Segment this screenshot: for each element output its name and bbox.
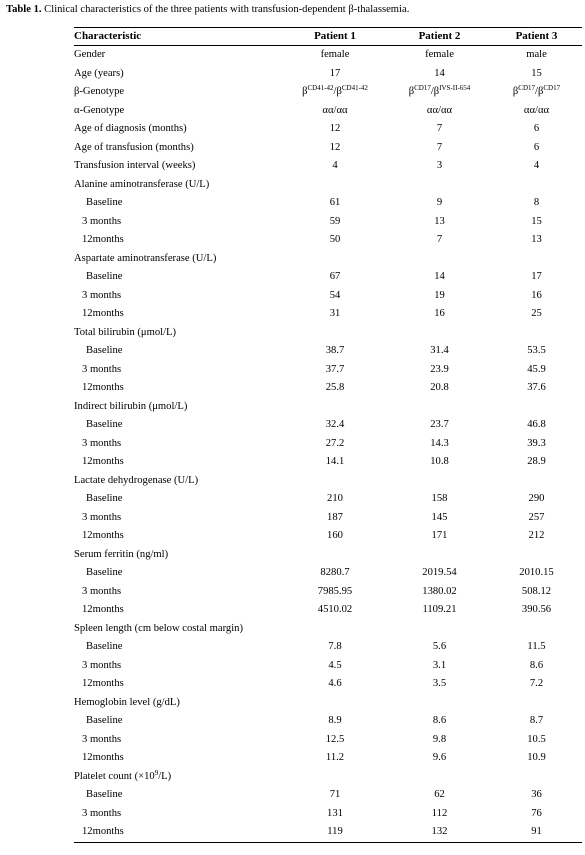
cell-patient-3: 8.6	[529, 659, 544, 671]
table-row	[74, 805, 582, 824]
group-header-row	[74, 250, 582, 269]
table-row	[74, 490, 582, 509]
cell-patient-3: 46.8	[527, 419, 546, 430]
row-label: 3 months	[82, 807, 122, 819]
group-label: Serum ferritin (ng/ml)	[74, 548, 169, 560]
table-row	[74, 527, 582, 546]
cell-patient-3: 257	[528, 511, 545, 523]
cell-patient-1: 32.4	[325, 419, 345, 430]
cell-patient-1: 7.8	[328, 641, 342, 652]
cell-patient-2: 158	[431, 493, 448, 504]
table-row	[74, 342, 582, 361]
table-row	[74, 416, 582, 435]
cell-patient-1: 17	[329, 67, 341, 79]
cell-patient-1: 12	[329, 123, 341, 134]
caption-label: Table 1.	[6, 4, 42, 15]
cell-patient-2: female	[425, 49, 454, 60]
header-patient-2: Patient 2	[388, 28, 491, 46]
cell-patient-2: 9	[436, 197, 443, 208]
cell-patient-3: 6	[533, 141, 540, 153]
group-header-row	[74, 398, 582, 417]
table-row	[74, 675, 582, 694]
cell-patient-1: 27.2	[325, 437, 345, 449]
header-patient-3: Patient 3	[491, 28, 582, 46]
header-characteristic: Characteristic	[74, 28, 282, 46]
cell-patient-1: 210	[327, 493, 343, 504]
table-row	[74, 379, 582, 398]
cell-patient-2: 145	[431, 511, 448, 523]
cell-patient-2: 3	[436, 160, 443, 171]
cell-patient-2: 14	[434, 67, 445, 79]
cell-patient-2: $\beta^{CD17}/\beta^{IVS-II-654}$	[408, 84, 471, 97]
cell-patient-2: αα/αα	[426, 104, 453, 116]
clinical-table-container	[74, 27, 582, 843]
row-label: Baseline	[86, 419, 123, 430]
table-row	[74, 65, 582, 84]
cell-patient-2: 171	[431, 530, 448, 541]
table-row	[74, 583, 582, 602]
row-label: Transfusion interval (weeks)	[74, 160, 196, 171]
cell-patient-3: 39.3	[527, 437, 546, 449]
cell-patient-2: 7	[436, 234, 443, 245]
table-row	[74, 268, 582, 287]
cell-patient-2: 23.7	[430, 419, 449, 430]
group-label: Aspartate aminotransferase (U/L)	[74, 252, 217, 264]
row-label: 12months	[82, 234, 124, 245]
cell-patient-1: 7985.95	[317, 585, 353, 597]
cell-patient-3: 37.6	[527, 382, 546, 393]
cell-patient-3: 4	[533, 160, 540, 171]
header-patient-1: Patient 1	[282, 28, 388, 46]
cell-patient-1: 71	[329, 789, 341, 800]
cell-patient-1: 50	[329, 234, 341, 245]
group-header-row	[74, 472, 582, 491]
group-header-row	[74, 620, 582, 639]
table-row	[74, 213, 582, 232]
cell-patient-2: 1109.21	[422, 604, 457, 615]
table-row	[74, 287, 582, 306]
row-label: 3 months	[82, 289, 122, 301]
table-row	[74, 305, 582, 324]
cell-patient-1: 4	[332, 160, 338, 171]
group-header-row	[74, 768, 582, 787]
cell-patient-2: 9.6	[432, 752, 447, 763]
cell-patient-3: 53.5	[527, 345, 546, 356]
cell-patient-3: 45.9	[527, 363, 546, 375]
cell-patient-1: female	[320, 49, 350, 60]
table-row	[74, 231, 582, 250]
cell-patient-2: 31.4	[430, 345, 449, 356]
cell-patient-1: 54	[329, 289, 341, 301]
row-label: 3 months	[82, 659, 122, 671]
group-label: Lactate dehydrogenase (U/L)	[74, 474, 199, 486]
cell-patient-1: 8.9	[328, 715, 342, 726]
row-label: Baseline	[86, 715, 123, 726]
row-label: 3 months	[82, 437, 122, 449]
group-header-row	[74, 546, 582, 565]
cell-patient-2: 16	[434, 308, 445, 319]
row-label: Age of transfusion (months)	[74, 141, 194, 153]
cell-patient-1: 14.1	[325, 456, 345, 467]
cell-patient-3: 15	[531, 67, 542, 79]
cell-patient-1: 12.5	[325, 733, 345, 745]
cell-patient-1: 61	[329, 197, 341, 208]
cell-patient-1: 59	[329, 215, 341, 227]
table-row	[74, 157, 582, 176]
group-label: Hemoglobin level (g/dL)	[74, 696, 180, 708]
group-header-row	[74, 694, 582, 713]
cell-patient-2: 112	[431, 807, 448, 819]
table-row	[74, 823, 582, 842]
cell-patient-1: 119	[282, 823, 388, 842]
group-label: Alanine aminotransferase (U/L)	[74, 178, 210, 190]
table-row	[74, 361, 582, 380]
row-label: 3 months	[82, 363, 122, 375]
row-label: 12months	[82, 530, 124, 541]
cell-patient-3: 7.2	[529, 678, 544, 689]
cell-patient-3: 36	[531, 789, 542, 800]
table-caption	[6, 3, 409, 17]
cell-patient-2: 3.5	[432, 678, 447, 689]
row-label: Baseline	[86, 567, 123, 578]
cell-patient-1: 8280.7	[320, 567, 350, 578]
cell-patient-3: αα/αα	[523, 104, 550, 116]
cell-patient-2: 23.9	[430, 363, 449, 375]
row-label: 12months	[82, 678, 124, 689]
cell-patient-3: 15	[531, 215, 542, 227]
cell-patient-2: 14.3	[430, 437, 449, 449]
row-label: 12months	[82, 308, 124, 319]
group-label: Platelet count $(\times 10^9/L)$	[74, 768, 172, 782]
cell-patient-2: 19	[434, 289, 445, 301]
cell-patient-3: 8.7	[529, 715, 544, 726]
table-row	[74, 83, 582, 102]
row-label: 12months	[82, 456, 124, 467]
row-label: Age (years)	[74, 67, 124, 79]
cell-patient-2: 13	[434, 215, 445, 227]
clinical-characteristics-table	[74, 27, 582, 843]
row-label: Gender	[74, 49, 106, 60]
cell-patient-3: 8	[533, 197, 540, 208]
table-row	[74, 453, 582, 472]
row-label: Baseline	[86, 345, 123, 356]
cell-patient-2: 14	[434, 271, 445, 282]
cell-patient-2: 7	[436, 123, 443, 134]
row-label: α-Genotype	[74, 104, 125, 116]
cell-patient-3: 10.9	[527, 752, 546, 763]
cell-patient-2: 1380.02	[422, 585, 457, 597]
row-label: β-Genotype	[74, 86, 125, 97]
group-label: Spleen length (cm below costal margin)	[74, 622, 243, 634]
table-row	[74, 638, 582, 657]
row-label: Baseline	[86, 197, 123, 208]
cell-patient-2: 7	[436, 141, 443, 153]
cell-patient-3: 91	[491, 823, 582, 842]
cell-patient-3: 390.56	[521, 604, 552, 615]
table-row	[74, 120, 582, 139]
cell-patient-1: 67	[329, 271, 341, 282]
cell-patient-2: 10.8	[430, 456, 449, 467]
cell-patient-1: 4.6	[328, 678, 342, 689]
group-header-row	[74, 176, 582, 195]
cell-patient-1: 38.7	[325, 345, 345, 356]
cell-patient-1: 131	[327, 807, 343, 819]
table-row	[74, 102, 582, 121]
cell-patient-2: 132	[388, 823, 491, 842]
cell-patient-2: 20.8	[430, 382, 449, 393]
row-label: 3 months	[82, 215, 122, 227]
table-row	[74, 194, 582, 213]
cell-patient-2: 8.6	[432, 715, 447, 726]
table-row	[74, 435, 582, 454]
cell-patient-3: 13	[531, 234, 542, 245]
table-row	[74, 601, 582, 620]
cell-patient-1: αα/αα	[322, 104, 348, 116]
cell-patient-3: 2010.15	[519, 567, 554, 578]
row-label: Baseline	[86, 789, 123, 800]
cell-patient-3: 508.12	[521, 585, 552, 597]
row-label: 12months	[82, 604, 124, 615]
cell-patient-3: $\beta^{CD17}/\beta^{CD17}$	[512, 84, 561, 97]
cell-patient-3: 10.5	[527, 733, 546, 745]
cell-patient-1: 31	[329, 308, 341, 319]
cell-patient-2: 9.8	[432, 733, 447, 745]
cell-patient-3: 290	[528, 493, 545, 504]
table-row	[74, 139, 582, 158]
cell-patient-3: 76	[531, 807, 542, 819]
cell-patient-3: 25	[531, 308, 542, 319]
row-label: Baseline	[86, 493, 123, 504]
caption-text: Clinical characteristics of the three patients with transfusion-dependent β-thalassemia.	[41, 4, 410, 15]
cell-patient-1: $\beta^{CD41-42}/\beta^{CD41-42}$	[302, 84, 368, 97]
cell-patient-1: 4510.02	[317, 604, 353, 615]
cell-patient-1: 4.5	[328, 659, 342, 671]
cell-patient-3: 11.5	[527, 641, 546, 652]
row-label: 3 months	[82, 511, 122, 523]
row-label: 3 months	[82, 585, 122, 597]
cell-patient-1: 25.8	[325, 382, 345, 393]
cell-patient-3: 212	[528, 530, 545, 541]
row-label: 3 months	[82, 733, 122, 745]
cell-patient-2: 3.1	[432, 659, 447, 671]
cell-patient-1: 187	[327, 511, 343, 523]
header-row	[74, 28, 582, 46]
row-label: 12months	[74, 823, 282, 842]
table-row	[74, 564, 582, 583]
cell-patient-3: 17	[531, 271, 542, 282]
cell-patient-1: 37.7	[325, 363, 345, 375]
cell-patient-2: 2019.54	[422, 567, 457, 578]
table-row	[74, 731, 582, 750]
cell-patient-3: 16	[531, 289, 542, 301]
table-row	[74, 712, 582, 731]
cell-patient-2: 62	[434, 789, 445, 800]
group-label: Indirect bilirubin (μmol/L)	[74, 400, 188, 412]
table-row	[74, 749, 582, 768]
row-label: Age of diagnosis (months)	[74, 123, 187, 134]
table-row	[74, 786, 582, 805]
cell-patient-3: male	[526, 49, 547, 60]
cell-patient-1: 12	[329, 141, 341, 153]
table-row	[74, 46, 582, 65]
group-header-row	[74, 324, 582, 343]
cell-patient-3: 6	[533, 123, 540, 134]
cell-patient-1: 160	[327, 530, 343, 541]
row-label: 12months	[82, 752, 124, 763]
row-label: Baseline	[86, 641, 123, 652]
row-label: 12months	[82, 382, 124, 393]
group-label: Total bilirubin (μmol/L)	[74, 326, 177, 338]
table-row	[74, 509, 582, 528]
cell-patient-1: 11.2	[325, 752, 345, 763]
table-row	[74, 657, 582, 676]
row-label: Baseline	[86, 271, 123, 282]
cell-patient-3: 28.9	[527, 456, 546, 467]
cell-patient-2: 5.6	[432, 641, 447, 652]
